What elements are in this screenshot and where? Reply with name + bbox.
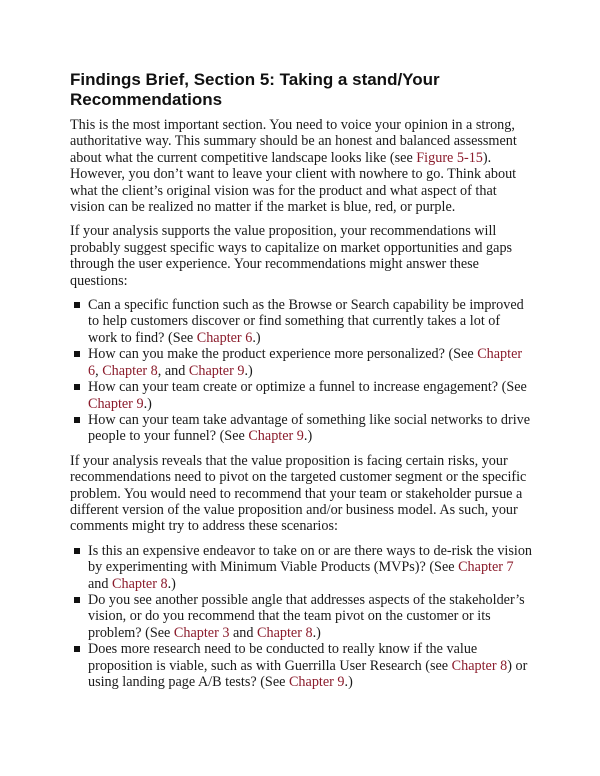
cross-reference-link[interactable]: Chapter 9 [288,674,345,690]
text-run: Does more research need to be conducted to really know if the value proposition is viable, such as with Guerrilla User Research (see [88,641,478,674]
text-run: .) [143,395,152,412]
cross-reference-link[interactable]: Chapter 6 [88,346,523,379]
scenarios-list [70,543,532,691]
cross-reference-link[interactable]: Chapter 3 [173,624,230,641]
bullet-icon [74,302,80,308]
list-item-text [88,592,525,641]
text-run: .) [312,624,321,641]
questions-list [70,297,532,445]
cross-reference-link[interactable]: Chapter 8 [451,657,508,674]
risks-paragraph [70,453,532,535]
cross-reference-link[interactable]: Chapter 8 [257,624,313,641]
text-run: and [88,575,113,592]
bullet-icon [74,384,80,390]
cross-reference-link[interactable]: Chapter 7 [458,559,514,576]
list-item [70,379,532,412]
list-item [70,592,532,641]
document-page [70,70,532,698]
list-item [70,412,532,445]
text-run: .) [244,362,253,379]
text-run: ) or using landing page A/B tests? (See [88,657,528,690]
intro-paragraph [70,117,532,215]
text-run: How can your team create or optimize a funnel to increase engagement? (See [88,379,527,396]
bullet-icon [74,417,80,423]
list-item-text [88,641,527,690]
list-item-text [88,412,530,444]
text-run: and [229,624,258,641]
cross-reference-link[interactable]: Chapter 9 [88,395,144,412]
list-item [70,297,532,346]
text-run: , and [157,362,189,379]
supports-paragraph [70,223,532,289]
text-run: .) [252,329,261,346]
text-run: .) [167,575,176,592]
text-run: How can your team take advantage of something like social networks to drive people to your funnel? (See [88,411,531,445]
bullet-icon [74,597,80,603]
bullet-icon [74,548,80,554]
list-item-text [88,346,522,378]
cross-reference-link[interactable]: Chapter 9 [248,428,304,445]
text-run: How can you make the product experience more personalized? (See [88,346,478,363]
text-run: If your analysis supports the value proposition, your recommendations will probably suggest specific ways to capitalize on market opportunities and gaps through the user experience. Your recommendations might answer these questions: [70,223,513,289]
text-run: .) [344,674,353,690]
text-run: , [95,362,103,379]
section-heading: Findings Brief, Section 5: Taking a stand/Your Recommendations [70,70,440,109]
bullet-icon [74,646,80,652]
cross-reference-link[interactable]: Chapter 8 [112,575,168,592]
cross-reference-link[interactable]: Figure 5-15 [416,149,483,166]
text-run: This is the most important section. You need to voice your opinion in a strong, authoritative way. This summary should be an honest and balanced assessment about what the current competitive landscape looks like (see [70,117,517,166]
cross-reference-link[interactable]: Chapter 9 [188,362,245,379]
text-run: .) [303,428,313,445]
text-run: If your analysis reveals that the value proposition is facing certain risks, your recommendations need to pivot on the targeted customer segment or the specific problem. You would need to recommend that your team or stakeholder pursue a different version of the value proposition and/or business model. As such, your comments might try to address these scenarios: [70,452,527,535]
text-run: ). However, you don’t want to leave your client with nowhere to go. Think about what the client’s original vision was for the product and what aspect of that vision can be realized no matter if the market is blue, red, or purple. [70,149,517,216]
bullet-icon [74,351,80,357]
cross-reference-link[interactable]: Chapter 8 [102,362,158,379]
list-item [70,543,532,592]
list-item [70,641,532,690]
list-item-text [88,543,532,592]
list-item-text [88,379,527,411]
text-run: Can a specific function such as the Browse or Search capability be improved to help customers discover or find something that currently takes a lot of work to find? (See [88,297,524,346]
text-run: Do you see another possible angle that addresses aspects of the stakeholder’s vision, or do you recommend that the team pivot on the customer or its problem? (See [88,591,525,641]
list-item [70,346,532,379]
cross-reference-link[interactable]: Chapter 6 [196,329,253,346]
list-item-text [88,297,524,346]
text-run: Is this an expensive endeavor to take on or are there ways to de-risk the vision by experimenting with Minimum Viable Products (MVPs)? (See [88,542,533,576]
